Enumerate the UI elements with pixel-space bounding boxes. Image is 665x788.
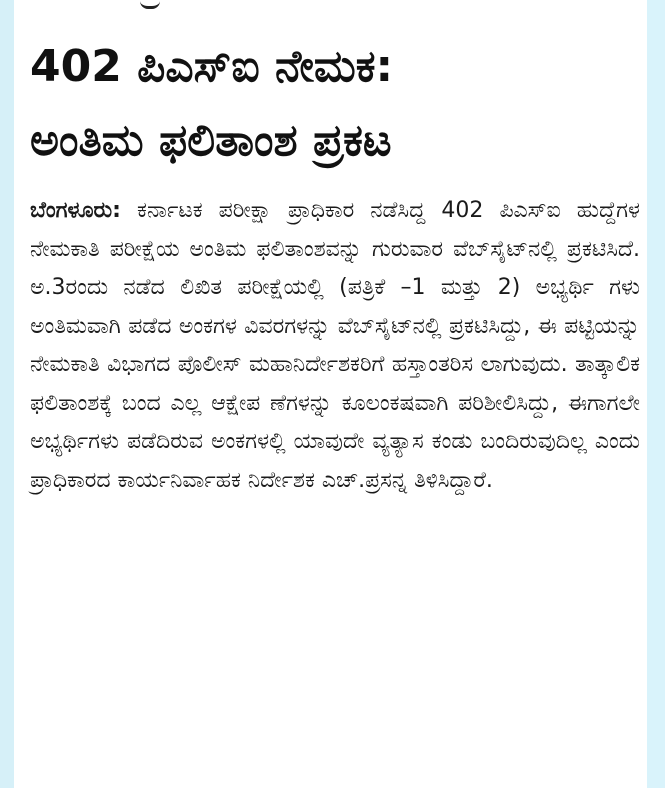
article-body-text: ಕರ್ನಾಟಕ ಪರೀಕ್ಷಾ ಪ್ರಾಧಿಕಾರ ನಡೆಸಿದ್ದ 402 ಪಿಎಸ್‌ಐ ಹುದ್ದೆಗಳ ನೇಮಕಾತಿ ಪರೀಕ್ಷೆಯ ಅಂತಿಮ ಫಲಿತಾಂಶವನ್ನು ಗುರುವಾರ ವೆಬ್‌ಸೈಟ್‌ನಲ್ಲಿ ಪ್ರಕಟಿಸಿದೆ. ಅ.3ರಂದು ನಡೆದ ಲಿಖಿತ ಪರೀಕ್ಷೆಯಲ್ಲಿ (ಪತ್ರಿಕೆ –1 ಮತ್ತು 2) ಅಭ್ಯರ್ಥಿ ಗಳು ಅಂತಿಮವಾಗಿ ಪಡೆದ ಅಂಕಗಳ ವಿವರಗಳನ್ನು ವೆಬ್‌ಸೈಟ್‌ನಲ್ಲಿ ಪ್ರಕಟಿಸಿದ್ದು, ಈ ಪಟ್ಟಿಯನ್ನು ನೇಮಕಾತಿ ವಿಭಾಗದ ಪೊಲೀಸ್ ಮಹಾನಿರ್ದೇಶಕರಿಗೆ ಹಸ್ತಾಂತರಿಸ ಲಾಗುವುದು. ತಾತ್ಕಾಲಿಕ ಫಲಿತಾಂಶಕ್ಕೆ ಬಂದ ಎಲ್ಲ ಆಕ್ಷೇಪ ಣೆಗಳನ್ನು ಕೂಲಂಕಷವಾಗಿ ಪರಿಶೀಲಿಸಿದ್ದು, ಈಗಾಗಲೇ ಅಭ್ಯರ್ಥಿಗಳು ಪಡೆದಿರುವ ಅಂಕಗಳಲ್ಲಿ ಯಾವುದೇ ವ್ಯತ್ಯಾಸ ಕಂಡು ಬಂದಿರುವುದಿಲ್ಲ ಎಂದು ಪ್ರಾಧಿಕಾರದ ಕಾರ್ಯನಿರ್ವಾಹಕ ನಿರ್ದೇಶಕ ಎಚ್.ಪ್ರಸನ್ನ ತಿಳಿಸಿದ್ದಾರೆ. bbox=[30, 198, 640, 493]
news-article bbox=[30, 30, 640, 500]
left-edge-tint bbox=[0, 0, 14, 788]
right-edge-tint bbox=[647, 0, 665, 788]
clipping-top-fragment bbox=[140, 0, 160, 9]
headline-line-2: ಅಂತಿಮ ಫಲಿತಾಂಶ ಪ್ರಕಟ bbox=[30, 115, 392, 166]
headline-line-1: 402 ಪಿಎಸ್‌ಐ ನೇಮಕ: bbox=[30, 41, 394, 92]
dateline: ಬೆಂಗಳೂರು: bbox=[30, 198, 121, 223]
article-body bbox=[30, 192, 640, 500]
